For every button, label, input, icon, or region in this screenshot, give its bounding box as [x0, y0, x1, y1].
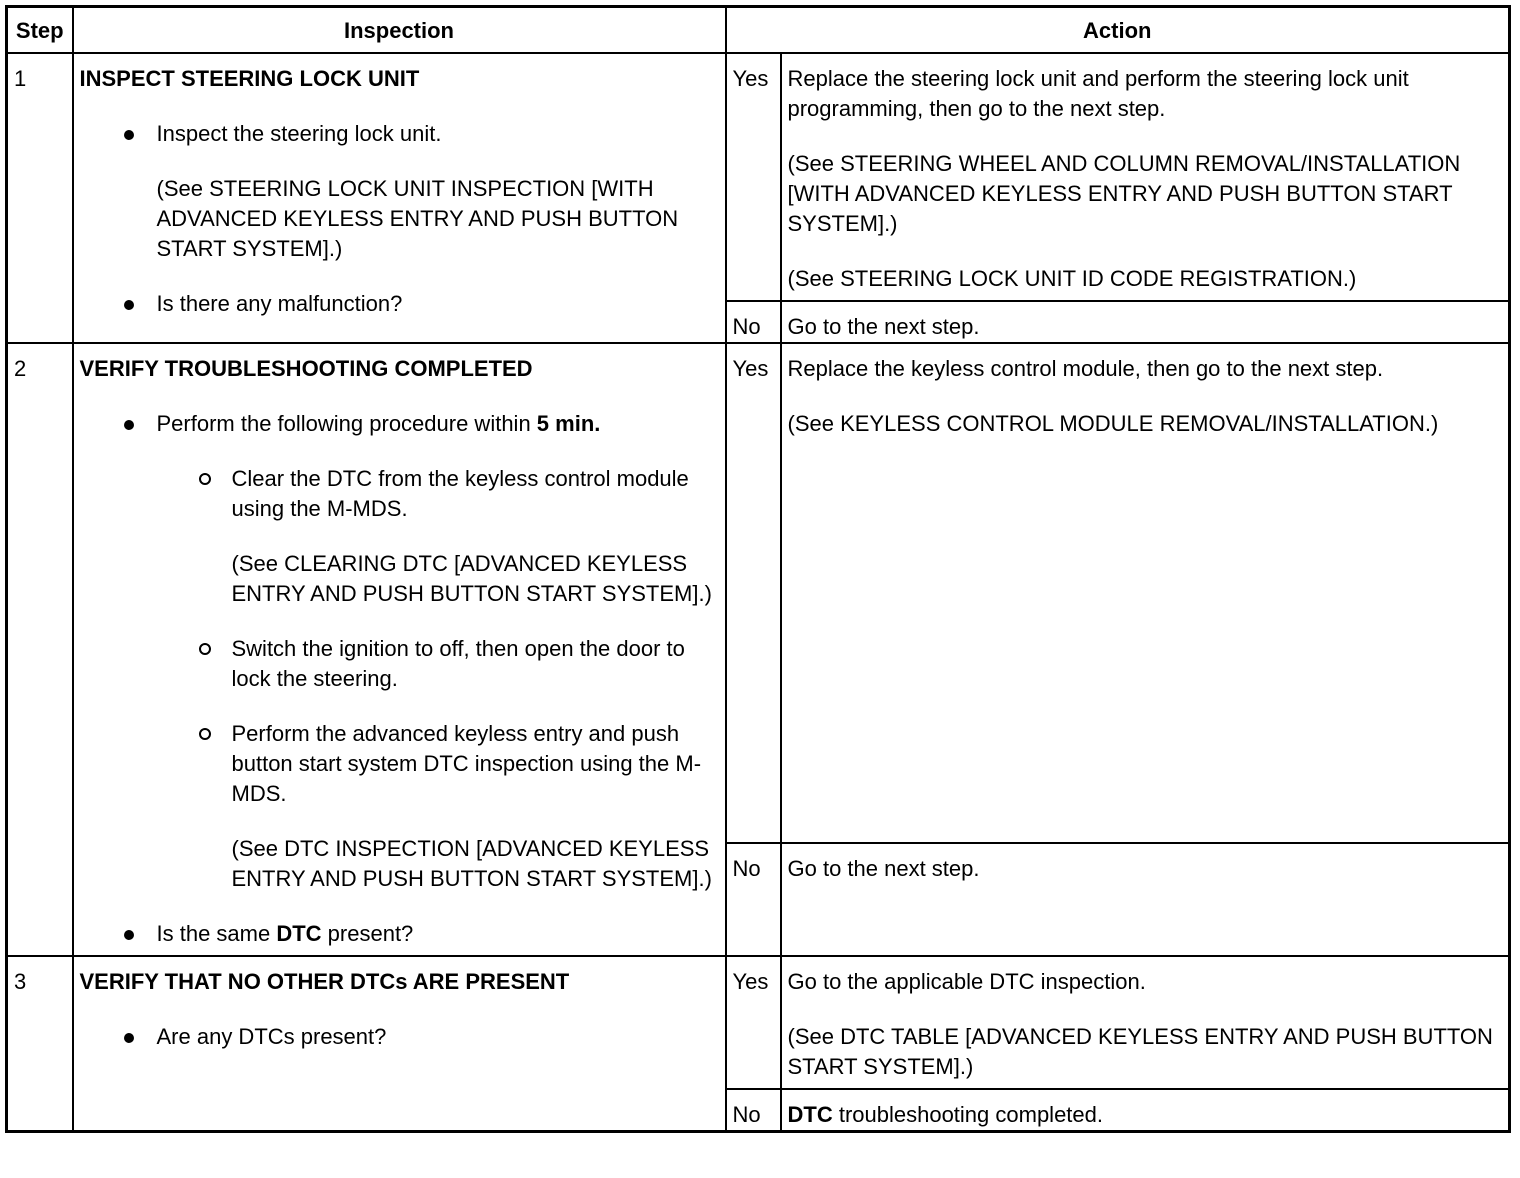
step-number: 3 — [7, 956, 73, 1132]
circle-bullet-icon — [199, 643, 211, 655]
yes-label: Yes — [726, 956, 781, 1089]
step-number: 1 — [7, 53, 73, 343]
action-text: Replace the steering lock unit and perform the steering lock unit programming, then go to the next step. — [787, 66, 1409, 121]
circle-bullet-icon — [199, 728, 211, 740]
reference-text: (See STEERING LOCK UNIT ID CODE REGISTRATION.) — [787, 266, 1357, 291]
reference-text: (See DTC INSPECTION [ADVANCED KEYLESS ENTRY AND PUSH BUTTON START SYSTEM].) — [231, 836, 712, 891]
reference-text: (See STEERING LOCK UNIT INSPECTION [WITH ADVANCED KEYLESS ENTRY AND PUSH BUTTON START SYSTEM].) — [156, 176, 679, 261]
bullet-item: Is there any malfunction? — [80, 289, 719, 319]
yes-label: Yes — [726, 343, 781, 843]
yes-label: Yes — [726, 53, 781, 301]
bullet-icon — [124, 300, 134, 310]
step-title: INSPECT STEERING LOCK UNIT — [79, 66, 420, 91]
no-label: No — [726, 301, 781, 343]
bullet-item: Is the same DTC present? — [80, 919, 719, 949]
inspection-cell — [73, 956, 726, 1132]
no-label: No — [726, 1089, 781, 1132]
reference-text: (See CLEARING DTC [ADVANCED KEYLESS ENTRY AND PUSH BUTTON START SYSTEM].) — [231, 551, 712, 606]
bullet-item: Inspect the steering lock unit. — [80, 119, 719, 149]
bullet-item: Are any DTCs present? — [80, 1022, 719, 1052]
sub-bullet-item: Perform the advanced keyless entry and push button start system DTC inspection using the M-MDS. — [80, 719, 719, 809]
troubleshooting-table — [5, 5, 1511, 1133]
step-title: VERIFY THAT NO OTHER DTCs ARE PRESENT — [79, 969, 570, 994]
header-action: Action — [726, 7, 1510, 54]
circle-bullet-icon — [199, 473, 211, 485]
bullet-icon — [124, 1033, 134, 1043]
step-title: VERIFY TROUBLESHOOTING COMPLETED — [79, 356, 533, 381]
header-row — [7, 7, 1510, 54]
step-number: 2 — [7, 343, 73, 956]
no-action: Go to the next step. — [781, 843, 1510, 956]
yes-action — [781, 53, 1510, 301]
step-3-yes-row — [7, 956, 1510, 1089]
bullet-icon — [124, 130, 134, 140]
step-2-yes-row — [7, 343, 1510, 843]
sub-bullet-item: Clear the DTC from the keyless control module using the M-MDS. — [80, 464, 719, 524]
yes-action — [781, 343, 1510, 843]
bullet-item: Perform the following procedure within 5 min. — [80, 409, 719, 439]
reference-text: (See KEYLESS CONTROL MODULE REMOVAL/INSTALLATION.) — [787, 411, 1439, 436]
sub-bullet-item: Switch the ignition to off, then open the door to lock the steering. — [80, 634, 719, 694]
header-step: Step — [7, 7, 73, 54]
inspection-cell — [73, 343, 726, 956]
bullet-icon — [124, 930, 134, 940]
reference-text: (See DTC TABLE [ADVANCED KEYLESS ENTRY AND PUSH BUTTON START SYSTEM].) — [787, 1024, 1493, 1079]
header-inspection: Inspection — [73, 7, 726, 54]
action-text: Go to the applicable DTC inspection. — [787, 969, 1146, 994]
step-1-yes-row — [7, 53, 1510, 301]
bullet-icon — [124, 420, 134, 430]
no-label: No — [726, 843, 781, 956]
no-action: DTC troubleshooting completed. — [781, 1089, 1510, 1132]
action-text: Replace the keyless control module, then go to the next step. — [787, 356, 1384, 381]
yes-action — [781, 956, 1510, 1089]
no-action: Go to the next step. — [781, 301, 1510, 343]
reference-text: (See STEERING WHEEL AND COLUMN REMOVAL/INSTALLATION [WITH ADVANCED KEYLESS ENTRY AND PUSH BUTTON START SYSTEM].) — [787, 151, 1461, 236]
inspection-cell — [73, 53, 726, 343]
